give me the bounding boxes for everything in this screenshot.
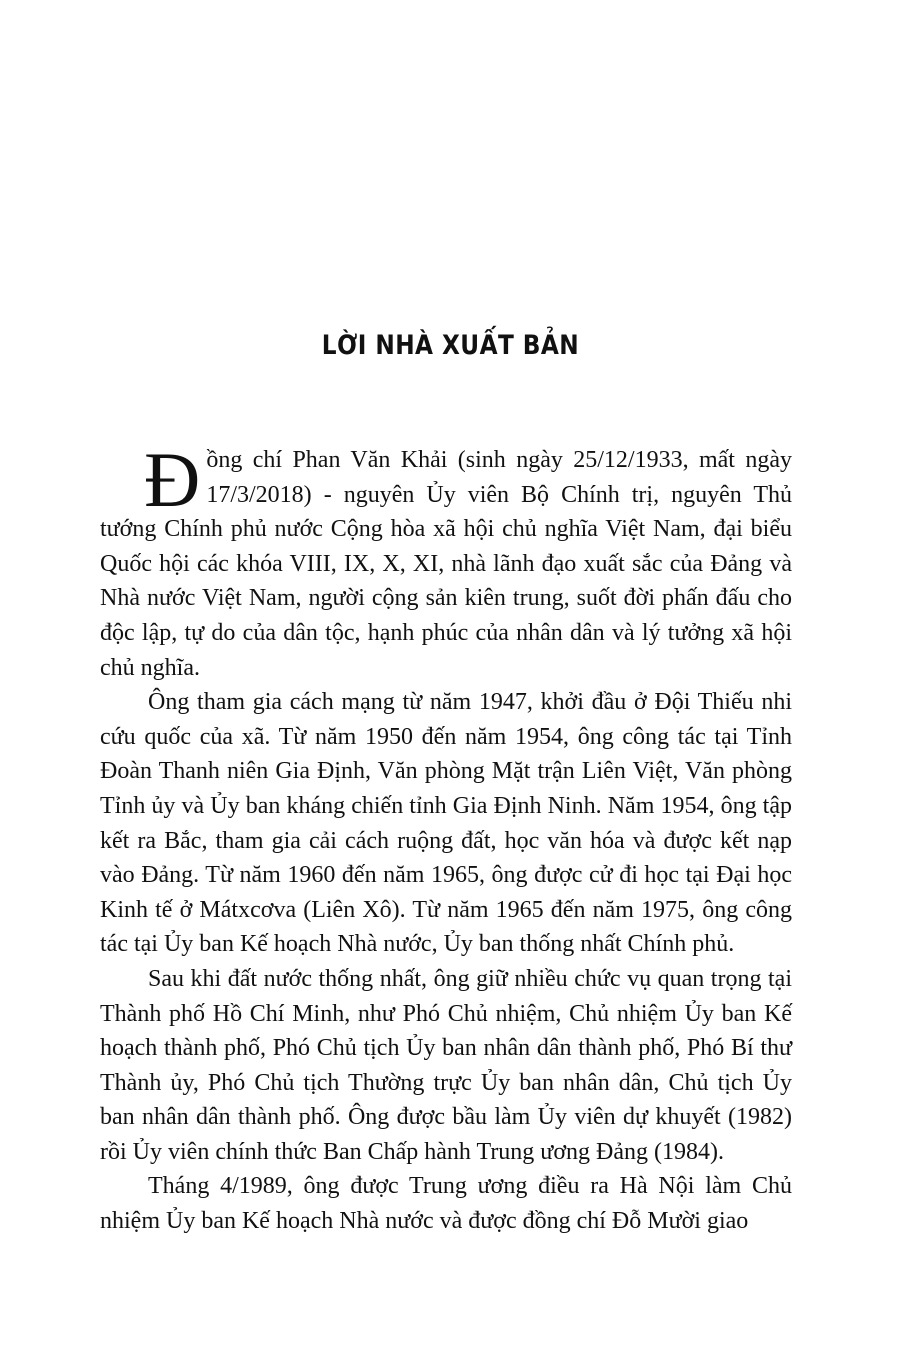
drop-cap: Đ <box>144 436 201 523</box>
paragraph-4: Tháng 4/1989, ông được Trung ương điều ra Hà Nội làm Chủ nhiệm Ủy ban Kế hoạch Nhà nước và được đồng chí Đỗ Mười giao <box>100 1173 792 1235</box>
paragraph-1-text: ồng chí Phan Văn Khải (sinh ngày 25/12/1933, mất ngày 17/3/2018) - nguyên Ủy viên Bộ Chính trị, nguyên Thủ tướng Chính phủ nước Cộng hòa xã hội chủ nghĩa Việt Nam, đại biểu Quốc hội các khóa VIII, IX, X, XI, nhà lãnh đạo xuất sắc của Đảng và Nhà nước Việt Nam, người cộng sản kiên trung, suốt đời phấn đấu cho độc lập, tự do của dân tộc, hạnh phúc của nhân dân và lý tưởng xã hội chủ nghĩa. <box>100 447 792 681</box>
body-text <box>100 436 792 1239</box>
paragraph-3: Sau khi đất nước thống nhất, ông giữ nhiều chức vụ quan trọng tại Thành phố Hồ Chí Minh, như Phó Chủ nhiệm, Chủ nhiệm Ủy ban Kế hoạch thành phố, Phó Chủ tịch Ủy ban nhân dân thành phố, Phó Bí thư Thành ủy, Phó Chủ tịch Thường trực Ủy ban nhân dân, Chủ tịch Ủy ban nhân dân thành phố. Ông được bầu làm Ủy viên dự khuyết (1982) rồi Ủy viên chính thức Ban Chấp hành Trung ương Đảng (1984). <box>100 965 792 1165</box>
paragraph-1 <box>100 436 792 685</box>
paragraph-2: Ông tham gia cách mạng từ năm 1947, khởi đầu ở Đội Thiếu nhi cứu quốc của xã. Từ năm 1950 đến năm 1954, ông công tác tại Tỉnh Đoàn Thanh niên Gia Định, Văn phòng Mặt trận Liên Việt, Văn phòng Tỉnh ủy và Ủy ban kháng chiến tỉnh Gia Định Ninh. Năm 1954, ông tập kết ra Bắc, tham gia cải cách ruộng đất, học văn hóa và được kết nạp vào Đảng. Từ năm 1960 đến năm 1965, ông được cử đi học tại Đại học Kinh tế ở Mátxcơva (Liên Xô). Từ năm 1965 đến năm 1975, ông công tác tại Ủy ban Kế hoạch Nhà nước, Ủy ban thống nhất Chính phủ. <box>100 689 792 958</box>
page-title: LỜI NHÀ XUẤT BẢN <box>321 330 580 361</box>
